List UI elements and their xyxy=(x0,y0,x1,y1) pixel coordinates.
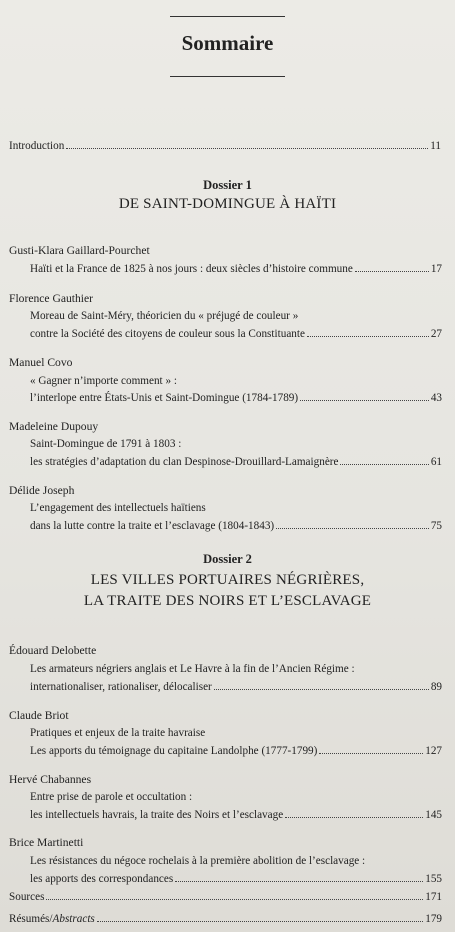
author-name: Brice Martinetti xyxy=(9,836,84,849)
author-name: Florence Gauthier xyxy=(9,292,94,305)
author-name: Gusti-Klara Gaillard-Pourchet xyxy=(9,244,150,257)
toc-label-prefix: Résumés/ xyxy=(9,913,53,925)
dot-leader xyxy=(214,689,429,690)
entry-title-line: les stratégies d’adaptation du clan Despinose-Drouillard-Lamaignère xyxy=(30,456,339,468)
toc-entry-line xyxy=(30,520,442,532)
dot-leader xyxy=(355,271,429,272)
dot-leader xyxy=(66,148,428,149)
entry-title-line: Moreau de Saint-Méry, théoricien du « préjugé de couleur » xyxy=(30,310,299,322)
dossier-2-title-line-1: LES VILLES PORTUAIRES NÉGRIÈRES, xyxy=(90,572,365,588)
page-number: 61 xyxy=(430,456,442,468)
dot-leader xyxy=(285,817,423,818)
entry-title-line: Saint-Domingue de 1791 à 1803 : xyxy=(30,438,182,450)
page-number: 17 xyxy=(430,263,442,275)
dot-leader xyxy=(319,753,423,754)
top-rule xyxy=(170,16,285,17)
toc-entry-sources xyxy=(9,891,442,903)
dossier-1-label: Dossier 1 xyxy=(203,178,252,192)
toc-label: Sources xyxy=(9,891,45,903)
dot-leader xyxy=(340,464,428,465)
author-name: Claude Briot xyxy=(9,709,69,722)
entry-title-line: les intellectuels havrais, la traite des Noirs et l’esclavage xyxy=(30,809,284,821)
author-name: Madeleine Dupouy xyxy=(9,420,99,433)
toc-label-italic: Abstracts xyxy=(52,913,95,925)
dot-leader xyxy=(175,881,423,882)
page-number: 155 xyxy=(425,873,442,885)
toc-entry-introduction xyxy=(9,140,441,152)
entry-title-line: Entre prise de parole et occultation : xyxy=(30,791,193,803)
author-name: Délide Joseph xyxy=(9,484,75,497)
entry-title-line: Les armateurs négriers anglais et Le Havre à la fin de l’Ancien Régime : xyxy=(30,663,355,675)
entry-title-line: Pratiques et enjeux de la traite havraise xyxy=(30,727,206,739)
page-number: 127 xyxy=(425,745,442,757)
page-number: 179 xyxy=(425,913,442,925)
entry-title-line: Les apports du témoignage du capitaine Landolphe (1777-1799) xyxy=(30,745,318,757)
toc-entry-line xyxy=(30,263,442,275)
author-name: Hervé Chabannes xyxy=(9,773,92,786)
entry-title-line: internationaliser, rationaliser, délocaliser xyxy=(30,681,212,693)
dossier-2-title-line-2: LA TRAITE DES NOIRS ET L’ESCLAVAGE xyxy=(83,593,372,609)
entry-title-line: contre la Société des citoyens de couleur sous la Constituante xyxy=(30,328,305,340)
dot-leader xyxy=(300,400,429,401)
entry-title-line: L’engagement des intellectuels haïtiens xyxy=(30,502,206,514)
toc-entry-line xyxy=(30,456,442,468)
dot-leader xyxy=(46,899,423,900)
page-number: 171 xyxy=(425,891,442,903)
toc-label: Introduction xyxy=(9,140,65,152)
toc-label xyxy=(9,913,95,925)
entry-title-line: Haïti et la France de 1825 à nos jours : deux siècles d’histoire commune xyxy=(30,263,353,275)
page-number: 89 xyxy=(430,681,442,693)
entry-title-line: dans la lutte contre la traite et l’esclavage (1804-1843) xyxy=(30,520,275,532)
dossier-2-label: Dossier 2 xyxy=(203,552,252,566)
entry-title-line: Les résistances du négoce rochelais à la première abolition de l’esclavage : xyxy=(30,855,366,867)
dossier-1-title: DE SAINT-DOMINGUE À HAÏTI xyxy=(118,196,337,212)
dot-leader xyxy=(276,528,429,529)
page-number: 11 xyxy=(430,140,441,152)
toc-entry-line xyxy=(30,809,442,821)
page-number: 43 xyxy=(430,392,442,404)
toc-entry-line xyxy=(30,328,442,340)
dot-leader xyxy=(97,921,423,922)
title-underline-rule xyxy=(170,76,285,77)
toc-entry-line xyxy=(30,392,442,404)
entry-title-line: l’interlope entre États-Unis et Saint-Domingue (1784-1789) xyxy=(30,392,299,404)
entry-title-line: les apports des correspondances xyxy=(30,873,174,885)
dot-leader xyxy=(307,336,429,337)
author-name: Édouard Delobette xyxy=(9,644,97,657)
author-name: Manuel Covo xyxy=(9,356,73,369)
toc-entry-abstracts xyxy=(9,913,442,925)
page-number: 75 xyxy=(430,520,442,532)
page-number: 145 xyxy=(425,809,442,821)
entry-title-line: « Gagner n’importe comment » : xyxy=(30,375,177,387)
toc-entry-line xyxy=(30,681,442,693)
toc-entry-line xyxy=(30,745,442,757)
page-number: 27 xyxy=(430,328,442,340)
page-title: Sommaire xyxy=(181,31,274,55)
toc-entry-line xyxy=(30,873,442,885)
